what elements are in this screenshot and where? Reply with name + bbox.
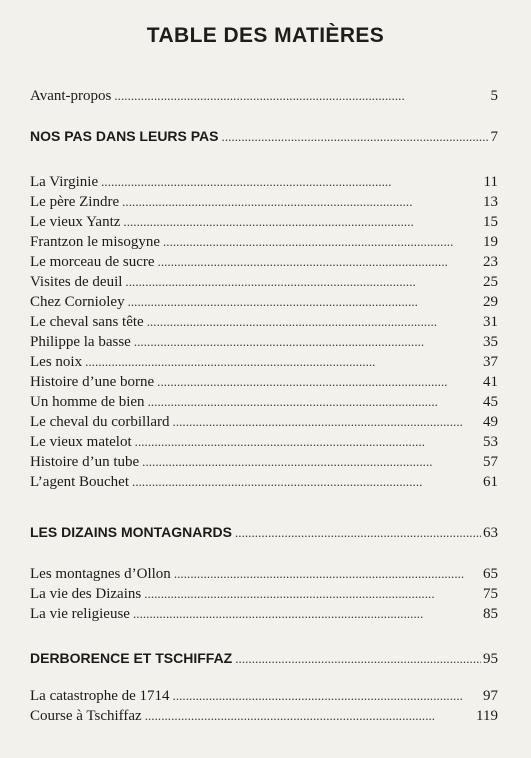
toc-entry-label: Le cheval sans tête: [30, 314, 144, 330]
toc-entry-page: 57: [483, 454, 498, 470]
toc-entry-label: Le cheval du corbillard: [30, 414, 170, 430]
toc-entry-label: Le vieux Yantz: [30, 214, 121, 230]
toc-entry: [30, 434, 498, 454]
toc-entry-preface: [30, 88, 498, 108]
toc-section-heading: [30, 650, 498, 670]
toc-entry-page: 53: [483, 434, 498, 450]
dot-leader: [101, 174, 481, 190]
toc-entry: [30, 606, 498, 626]
section-page: 95: [483, 651, 498, 667]
toc-entry-page: 41: [483, 374, 498, 390]
dot-leader: [125, 274, 481, 290]
toc-entry-page: 31: [483, 314, 498, 330]
dot-leader: [145, 708, 474, 724]
toc-entry: [30, 454, 498, 474]
toc-entry-label: Frantzon le misogyne: [30, 234, 160, 250]
toc-entry-label: Le père Zindre: [30, 194, 120, 210]
toc-entry-page: 75: [483, 586, 498, 602]
dot-leader: [135, 434, 481, 450]
section-title: LES DIZAINS MONTAGNARDS: [30, 524, 232, 540]
dot-leader: [133, 606, 481, 622]
toc-entry-label: Chez Cornioley: [30, 294, 125, 310]
toc-entry-page: 29: [483, 294, 498, 310]
toc-entry: [30, 414, 498, 434]
dot-leader: [173, 688, 481, 704]
toc-entry-label: Un homme de bien: [30, 394, 145, 410]
section-title: DERBORENCE ET TSCHIFFAZ: [30, 650, 233, 666]
toc-entry-page: 97: [483, 688, 498, 704]
toc-entry: [30, 374, 498, 394]
toc-section-heading: [30, 524, 498, 544]
dot-leader: [114, 88, 488, 104]
toc-entry-page: 45: [483, 394, 498, 410]
dot-leader: [173, 414, 481, 430]
toc-entry-label: Histoire d’une borne: [30, 374, 155, 390]
section-page: 63: [483, 525, 498, 541]
section-page: 7: [490, 129, 498, 145]
toc-entry-label: La Virginie: [30, 174, 99, 190]
toc-entry-page: 37: [483, 354, 498, 370]
page-title: TABLE DES MATIÈRES: [146, 24, 385, 47]
toc-entry-page: 61: [483, 474, 498, 490]
toc-entry-page: 65: [483, 566, 498, 582]
toc-entry-label: Le morceau de sucre: [30, 254, 155, 270]
toc-entry: [30, 586, 498, 606]
toc-entry-label: L’agent Bouchet: [30, 474, 130, 490]
toc-entry: [30, 254, 498, 274]
dot-leader: [128, 294, 481, 310]
toc-entry-page: 19: [483, 234, 498, 250]
dot-leader: [163, 234, 481, 250]
toc-entry-page: 11: [483, 174, 498, 190]
toc-entry-page: 35: [483, 334, 498, 350]
toc-entry: [30, 174, 498, 194]
toc-entry: [30, 294, 498, 314]
toc-entry: [30, 688, 498, 708]
dot-leader: [222, 129, 489, 145]
dot-leader: [142, 454, 481, 470]
dot-leader: [123, 214, 481, 230]
toc-entry-label: La vie des Dizains: [30, 586, 142, 602]
dot-leader: [235, 525, 481, 541]
toc-entry: [30, 214, 498, 234]
toc-section-heading: [30, 128, 498, 148]
dot-leader: [85, 354, 481, 370]
dot-leader: [134, 334, 481, 350]
toc-entry: [30, 354, 498, 374]
toc-entry-page: 119: [476, 708, 498, 724]
dot-leader: [132, 474, 481, 490]
toc-entry-page: 15: [483, 214, 498, 230]
toc-entry: [30, 708, 498, 728]
toc-entry-page: 13: [483, 194, 498, 210]
toc-entry: [30, 234, 498, 254]
toc-entry: [30, 566, 498, 586]
dot-leader: [235, 651, 481, 667]
toc-entry-page: 85: [483, 606, 498, 622]
toc-entry-label: Visites de deuil: [30, 274, 123, 290]
dot-leader: [144, 586, 481, 602]
toc-entry-label: Avant-propos: [30, 88, 112, 104]
dot-leader: [147, 314, 481, 330]
toc-entry-page: 5: [490, 88, 498, 104]
toc-entry-label: La catastrophe de 1714: [30, 688, 170, 704]
toc-entry: [30, 334, 498, 354]
dot-leader: [174, 566, 481, 582]
toc-entry-page: 49: [483, 414, 498, 430]
dot-leader: [158, 254, 481, 270]
toc-entry-label: Le vieux matelot: [30, 434, 132, 450]
toc-entry-page: 25: [483, 274, 498, 290]
toc-entry-label: Course à Tschiffaz: [30, 708, 142, 724]
toc-entry-label: La vie religieuse: [30, 606, 130, 622]
dot-leader: [122, 194, 481, 210]
toc-entry: [30, 394, 498, 414]
toc-entry-label: Philippe la basse: [30, 334, 131, 350]
toc-entry: [30, 314, 498, 334]
toc-entry-label: Les noix: [30, 354, 83, 370]
toc-entry-page: 23: [483, 254, 498, 270]
toc-entry-label: Histoire d’un tube: [30, 454, 140, 470]
toc-entry: [30, 274, 498, 294]
toc-entry-label: Les montagnes d’Ollon: [30, 566, 171, 582]
dot-leader: [157, 374, 481, 390]
toc-entry: [30, 194, 498, 214]
dot-leader: [148, 394, 481, 410]
section-title: NOS PAS DANS LEURS PAS: [30, 128, 219, 144]
toc-entry: [30, 474, 498, 494]
